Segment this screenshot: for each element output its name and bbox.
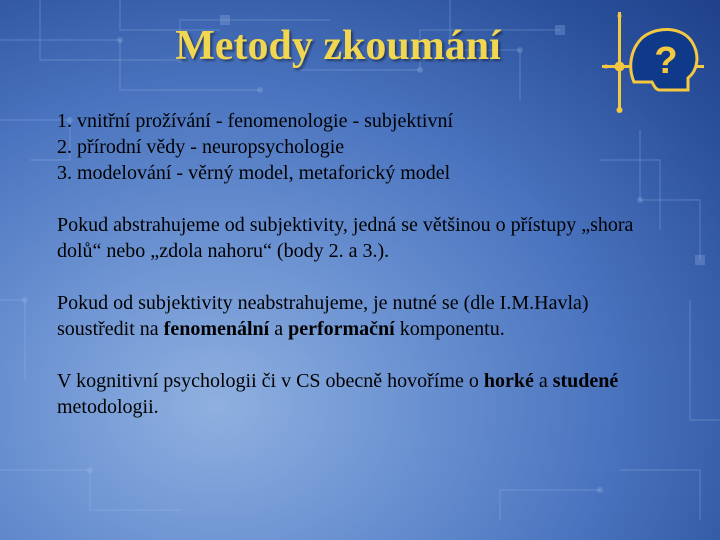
paragraph-abstraction: Pokud abstrahujeme od subjektivity, jedná se většinou o přístupy „shora dolů“ nebo „zdola nahoru“ (body 2. a 3.). bbox=[57, 214, 634, 262]
para2-bold-term: fenomenální bbox=[163, 318, 270, 340]
slide-body bbox=[57, 108, 637, 440]
paragraph-no-abstraction bbox=[57, 290, 637, 342]
paragraph-methodology bbox=[57, 368, 637, 420]
para3-text: metodologii. bbox=[57, 396, 159, 418]
para2-text: komponentu. bbox=[394, 318, 505, 340]
para3-text: a bbox=[533, 370, 553, 392]
method-list bbox=[57, 108, 637, 186]
para3-bold-term: studené bbox=[552, 370, 619, 392]
para2-bold-term: performační bbox=[288, 318, 395, 340]
para2-text: Pokud od subjektivity neabstrahujeme, je nutné se (dle I.M.Havla) soustředit na bbox=[57, 292, 589, 340]
para2-text: a bbox=[269, 318, 289, 340]
para3-text: V kognitivní psychologii či v CS obecně hovoříme o bbox=[57, 370, 484, 392]
para3-bold-term: horké bbox=[483, 370, 534, 392]
list-item: 3. modelování - věrný model, metaforický model bbox=[57, 162, 451, 184]
logo-question-mark: ? bbox=[654, 40, 678, 82]
question-head-icon bbox=[598, 10, 708, 120]
list-item: 2. přírodní vědy - neuropsychologie bbox=[57, 136, 345, 158]
slide-title: Metody zkoumání bbox=[175, 23, 501, 69]
list-item: 1. vnitřní prožívání - fenomenologie - subjektivní bbox=[57, 110, 454, 132]
